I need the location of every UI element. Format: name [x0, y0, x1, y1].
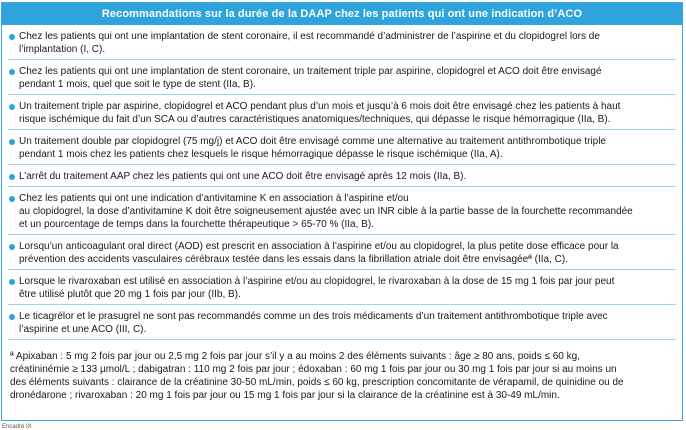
bullet-icon	[9, 34, 15, 40]
box-title: Recommandations sur la durée de la DAAP chez les patients qui ont une indication d’ACO	[2, 3, 682, 25]
footnote: ª Apixaban : 5 mg 2 fois par jour ou 2,5 mg 2 fois par jour s’il y a au moins 2 des éléments suivants : âge ≥ 80 ans, poids ≤ 60 kg, créatininémie ≥ 133 µmol/L ; dabigatran : 110 mg 2 fois par jour ; édoxaban : 60 mg 1 fois par jour ou 30 mg 1 fois par jour si au moins un des éléments suivants : clairance de la créatinine 30-50 mL/min, poids ≤ 60 kg, prescription concomitante de vérapamil, de quinidine ou de dronédarone ; rivaroxaban : 20 mg 1 fois par jour ou 15 mg 1 fois par jour si la clairance de la créatinine est à 30-49 mL/min.	[10, 351, 624, 401]
recommendation-text: Chez les patients qui ont une implantation de stent coronaire, un traitement triple par aspirine, clopidogrel et ACO doit être envisagé pendant 1 mois, quel que soit le type de stent (IIa, B).	[19, 66, 602, 90]
bullet-icon	[9, 139, 15, 145]
recommendation-text: Un traitement double par clopidogrel (75 mg/j) et ACO doit être envisagé comme une alternative au traitement antithrombotique triple pendant 1 mois chez les patients chez lesquels le risque hémorragique dépasse le risque ischémique (IIa, A).	[19, 136, 606, 160]
bullet-icon	[9, 104, 15, 110]
box-caption: Encadré IX	[2, 424, 32, 430]
recommendation-item	[8, 60, 676, 95]
bullet-icon	[9, 314, 15, 320]
recommendation-text: Lorsque le rivaroxaban est utilisé en association à l’aspirine et/ou au clopidogrel, le rivaroxaban à la dose de 15 mg 1 fois par jour peut être utilisé plutôt que 20 mg 1 fois par jour (IIb, B).	[19, 276, 615, 300]
bullet-icon	[9, 69, 15, 75]
recommendation-item	[8, 270, 676, 305]
recommendation-item	[8, 165, 676, 187]
bullet-icon	[9, 196, 15, 202]
recommendations-list	[2, 25, 682, 340]
bullet-icon	[9, 174, 15, 180]
recommendation-text: Lorsqu’un anticoagulant oral direct (AOD) est prescrit en association à l’aspirine et/ou au clopidogrel, la plus petite dose efficace pour la prévention des accidents vasculaires cérébraux testée dans les essais dans la fibrillation atriale doit être envisagéeª (IIa, C).	[19, 241, 619, 265]
recommendation-item	[8, 187, 676, 235]
recommendation-text: Un traitement triple par aspirine, clopidogrel et ACO pendant plus d’un mois et jusqu’à 6 mois doit être envisagé chez les patients à haut risque ischémique du fait d’un SCA ou d’autres caractéristiques anatomiques/techniques, qui dépasse le risque hémorragique (IIa, B).	[19, 101, 621, 125]
recommendation-text: Le ticagrélor et le prasugrel ne sont pas recommandés comme un des trois médicaments d’un traitement antithrombotique triple avec l’aspirine et une ACO (III, C).	[19, 311, 608, 335]
recommendation-item	[8, 130, 676, 165]
recommendation-text: Chez les patients qui ont une implantation de stent coronaire, il est recommandé d’administrer de l’aspirine et du clopidogrel lors de l’implantation (I, C).	[19, 31, 600, 55]
recommendation-item	[8, 235, 676, 270]
recommendation-item	[8, 305, 676, 340]
recommendation-item	[8, 95, 676, 130]
recommendations-box	[1, 2, 683, 421]
bullet-icon	[9, 279, 15, 285]
recommendation-text: Chez les patients qui ont une indication d’antivitamine K en association à l’aspirine et/ou au clopidogrel, la dose d’antivitamine K doit être soigneusement ajustée avec un INR cible à la partie basse de la fourchette recommandée et un pourcentage de temps dans la fourchette thérapeutique > 65-70 % (IIa, B).	[19, 193, 633, 230]
recommendation-text: L’arrêt du traitement AAP chez les patients qui ont une ACO doit être envisagé après 12 mois (IIa, B).	[19, 171, 467, 182]
recommendation-item	[8, 25, 676, 60]
bullet-icon	[9, 244, 15, 250]
